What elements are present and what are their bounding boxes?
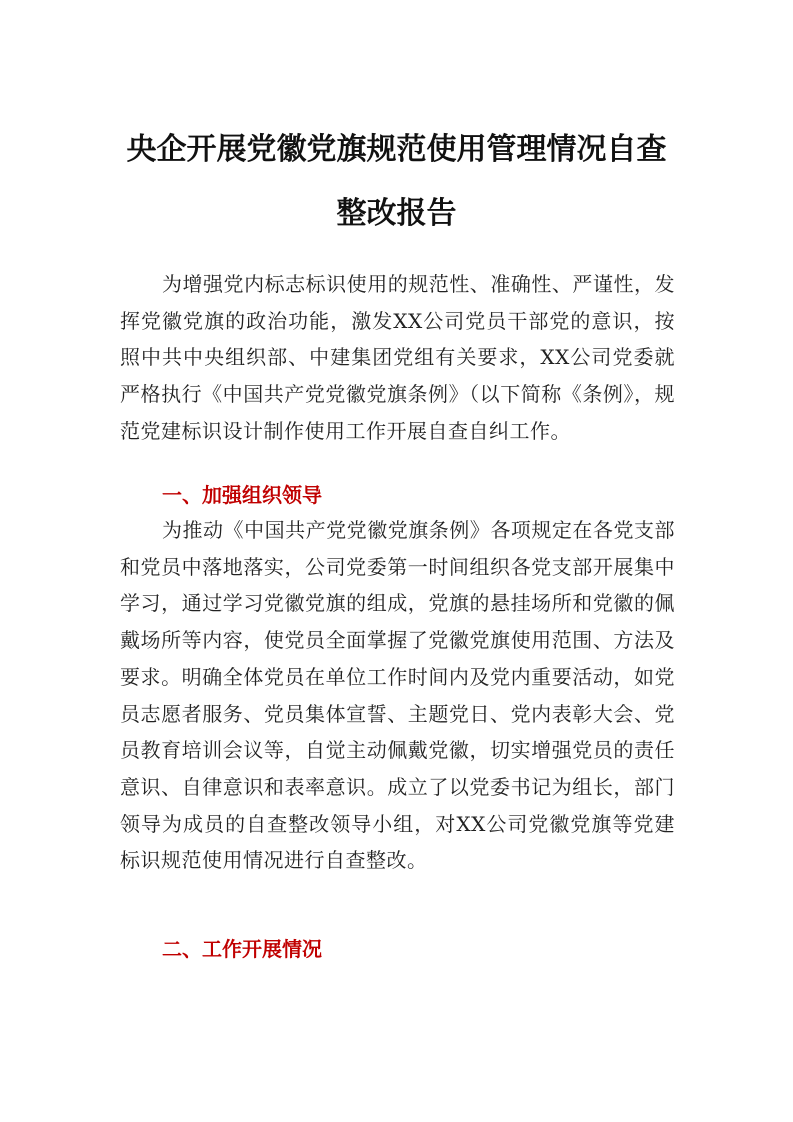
section-1-paragraph: 为推动《中国共产党党徽党旗条例》各项规定在各党支部和党员中落地落实，公司党委第一时间组织各党支部开展集中学习，通过学习党徽党旗的组成，党旗的悬挂场所和党徽的佩戴场所等内容，使党员全面掌握了党徽党旗使用范围、方法及要求。明确全体党员在单位工作时间内及党内重要活动，如党员志愿者服务、党员集体宣誓、主题党日、党内表彰大会、党员教育培训会议等，自觉主动佩戴党徽，切实增强党员的责任意识、自律意识和表率意识。成立了以党委书记为组长，部门领导为成员的自查整改领导小组，对XX公司党徽党旗等党建标识规范使用情况进行自查整改。 bbox=[120, 518, 675, 873]
intro-paragraph: 为增强党内标志标识使用的规范性、准确性、严谨性，发挥党徽党旗的政治功能，激发XX公司党员干部党的意识，按照中共中央组织部、中建集团党组有关要求，XX公司党委就严格执行《中国共产党党徽党旗条例》（以下简称《条例》，规范党建标识设计制作使用工作开展自查自纠工作。 bbox=[120, 272, 675, 443]
document-title: 央企开展党徽党旗规范使用管理情况自查整改报告 bbox=[126, 132, 667, 231]
section-heading-1: 一、加强组织领导 bbox=[162, 483, 322, 507]
section-heading-2: 二、工作开展情况 bbox=[162, 937, 322, 961]
